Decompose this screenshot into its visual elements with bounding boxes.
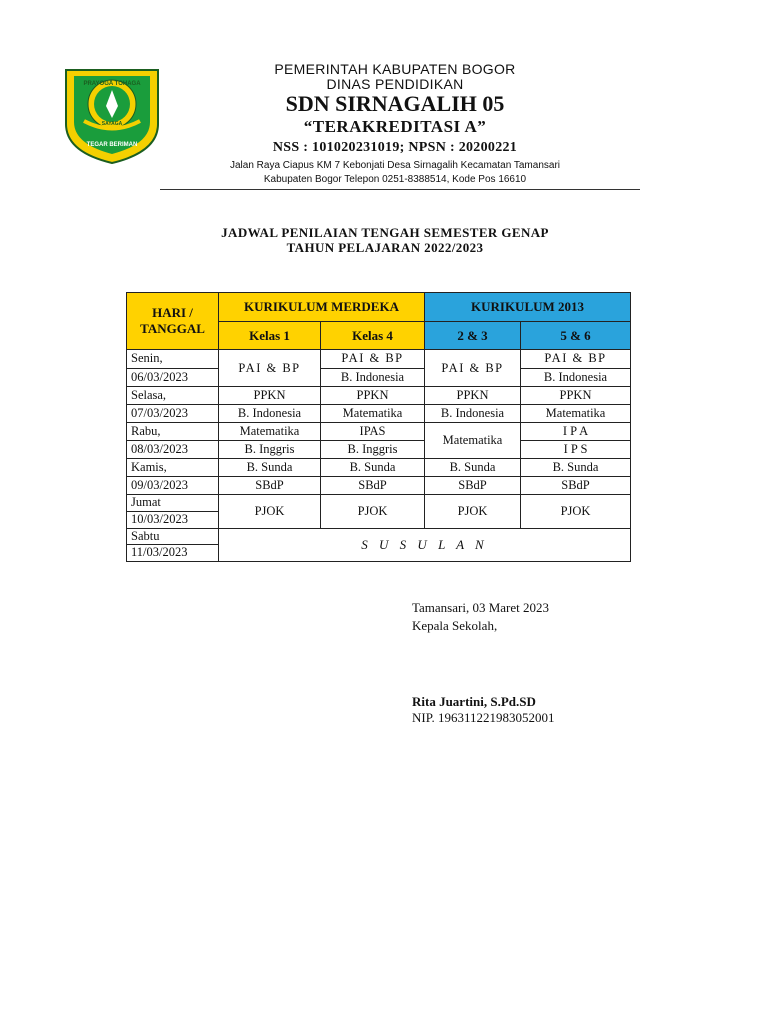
accreditation: “TERAKREDITASI A” bbox=[303, 117, 487, 136]
day-label: Jumat bbox=[127, 495, 219, 511]
subject-cell: B. Indonesia bbox=[219, 404, 321, 422]
school-codes: NSS : 101020231019; NPSN : 20200221 bbox=[272, 140, 518, 155]
date-label: 09/03/2023 bbox=[127, 477, 219, 495]
date-label: 06/03/2023 bbox=[127, 368, 219, 386]
header-kurikulum-merdeka: KURIKULUM MERDEKA bbox=[219, 293, 425, 322]
signer-role: Kepala Sekolah, bbox=[412, 618, 498, 633]
school-name: SDN SIRNAGALIH 05 bbox=[285, 91, 505, 116]
place-date: Tamansari, 03 Maret 2023 bbox=[412, 600, 549, 615]
header-day-date: HARI / TANGGAL bbox=[127, 293, 219, 350]
subject-cell: PPKN bbox=[425, 386, 521, 404]
subject-cell: PJOK bbox=[321, 495, 425, 528]
academic-year: TAHUN PELAJARAN 2022/2023 bbox=[286, 240, 484, 255]
subject-cell: Matematika bbox=[521, 404, 631, 422]
subject-cell: PAI & BP bbox=[219, 350, 321, 386]
subject-cell: PJOK bbox=[219, 495, 321, 528]
subject-cell: SBdP bbox=[425, 477, 521, 495]
subject-cell: B. Sunda bbox=[321, 459, 425, 477]
signer-name: Rita Juartini, S.Pd.SD bbox=[412, 694, 536, 709]
subject-cell: B. Inggris bbox=[321, 441, 425, 459]
date-label: 07/03/2023 bbox=[127, 404, 219, 422]
day-label: Selasa, bbox=[127, 386, 219, 404]
subject-cell: SBdP bbox=[321, 477, 425, 495]
day-label: Senin, bbox=[127, 350, 219, 368]
subject-cell: Matematika bbox=[425, 422, 521, 458]
subject-cell: I P S bbox=[521, 441, 631, 459]
subject-cell: Matematika bbox=[321, 404, 425, 422]
header-kelas-1: Kelas 1 bbox=[219, 322, 321, 350]
subject-cell: PAI & BP bbox=[321, 350, 425, 368]
subject-cell: B. Sunda bbox=[425, 459, 521, 477]
header-kelas-2-3: 2 & 3 bbox=[425, 322, 521, 350]
subject-cell: PJOK bbox=[425, 495, 521, 528]
subject-cell: IPAS bbox=[321, 422, 425, 440]
subject-cell: B. Sunda bbox=[219, 459, 321, 477]
subject-cell: B. Inggris bbox=[219, 441, 321, 459]
subject-cell: SBdP bbox=[521, 477, 631, 495]
signer-nip: NIP. 196311221983052001 bbox=[412, 710, 555, 725]
subject-cell: SBdP bbox=[219, 477, 321, 495]
subject-cell: I P A bbox=[521, 422, 631, 440]
department-name: DINAS PENDIDIKAN bbox=[326, 76, 464, 92]
subject-cell: B. Sunda bbox=[521, 459, 631, 477]
document-title: JADWAL PENILAIAN TENGAH SEMESTER GENAP bbox=[221, 225, 549, 240]
header-kurikulum-2013: KURIKULUM 2013 bbox=[425, 293, 631, 322]
makeup-exam-note: S U S U L A N bbox=[219, 528, 631, 561]
date-label: 10/03/2023 bbox=[127, 511, 219, 528]
day-label: Kamis, bbox=[127, 459, 219, 477]
subject-cell: PPKN bbox=[321, 386, 425, 404]
kabupaten-bogor-crest-icon bbox=[62, 66, 162, 166]
address-line-2: Kabupaten Bogor Telepon 0251-8388514, Kode Pos 16610 bbox=[263, 174, 527, 185]
subject-cell: PPKN bbox=[521, 386, 631, 404]
svg-text:SAYAGA: SAYAGA bbox=[101, 121, 123, 127]
subject-cell: B. Indonesia bbox=[425, 404, 521, 422]
subject-cell: B. Indonesia bbox=[521, 368, 631, 386]
date-label: 11/03/2023 bbox=[127, 544, 219, 561]
header-kelas-5-6: 5 & 6 bbox=[521, 322, 631, 350]
subject-cell: Matematika bbox=[219, 422, 321, 440]
date-label: 08/03/2023 bbox=[127, 441, 219, 459]
address-line-1: Jalan Raya Ciapus KM 7 Kebonjati Desa Sirnagalih Kecamatan Tamansari bbox=[230, 160, 560, 171]
header-kelas-4: Kelas 4 bbox=[321, 322, 425, 350]
subject-cell: PAI & BP bbox=[521, 350, 631, 368]
exam-schedule-table bbox=[126, 292, 631, 562]
government-name: PEMERINTAH KABUPATEN BOGOR bbox=[274, 61, 516, 77]
subject-cell: PJOK bbox=[521, 495, 631, 528]
day-label: Rabu, bbox=[127, 422, 219, 440]
subject-cell: B. Indonesia bbox=[321, 368, 425, 386]
svg-text:TEGAR BERIMAN: TEGAR BERIMAN bbox=[86, 142, 138, 148]
day-label: Sabtu bbox=[127, 528, 219, 544]
subject-cell: PAI & BP bbox=[425, 350, 521, 386]
subject-cell: PPKN bbox=[219, 386, 321, 404]
letterhead-divider bbox=[160, 189, 640, 190]
svg-text:PRAYOGA TOHAGA: PRAYOGA TOHAGA bbox=[83, 81, 141, 87]
